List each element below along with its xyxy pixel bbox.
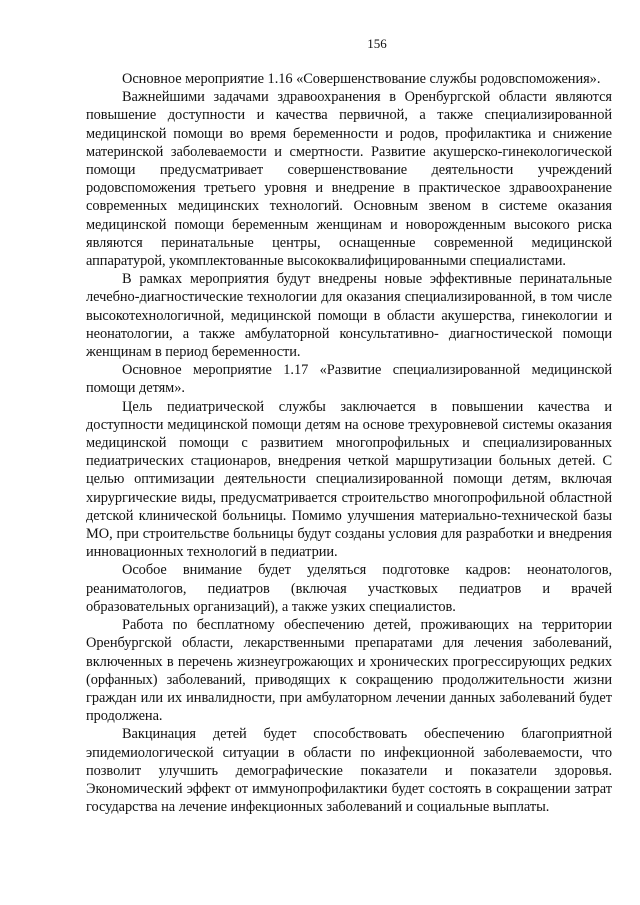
paragraph-perinatal-technologies: В рамках мероприятия будут внедрены новые эффективные перинатальные лечебно-диагностические технологии для оказания специализированной, в том числе высокотехнологичной, медицинской помощи в области акушерства, гинекологии и неонатологии, а также амбулаторной консультативно- диагностической помощи женщинам в период беременности. bbox=[86, 271, 612, 361]
paragraph-orphan-drugs-provision: Работа по бесплатному обеспечению детей, проживающих на территории Оренбургской области, лекарственными препаратами для лечения заболеваний, включенных в перечень жизнеугрожающих и хронических прогрессирующих редких (орфанных) заболеваний, приводящих к сокращению продолжительности жизни граждан или их инвалидности, при амбулаторном лечении данных заболеваний будет продолжена. bbox=[86, 617, 612, 725]
paragraph-staff-training: Особое внимание будет уделяться подготовке кадров: неонатологов, реаниматологов, педиатров (включая участковых педиатров и врачей образовательных организаций), а также узких специалистов. bbox=[86, 562, 612, 615]
paragraph-healthcare-objectives: Важнейшими задачами здравоохранения в Оренбургской области являются повышение доступности и качества первичной, а также специализированной медицинской помощи во время беременности и родов, профилактика и снижение материнской заболеваемости и смертности. Развитие акушерско-гинекологической помощи предусматривает совершенствование деятельности учреждений родовспоможения третьего уровня и внедрение в практическое здравоохранение современных медицинских технологий. Основным звеном в системе оказания медицинской помощи беременным женщинам и новорожденным высокого риска являются перинатальные центры, оснащенные современной медицинской аппаратурой, укомплектованные высококвалифицированными специалистами. bbox=[86, 89, 612, 270]
page-number: 156 bbox=[367, 36, 387, 51]
paragraph-pediatric-service-goal: Цель педиатрической службы заключается в повышении качества и доступности медицинской помощи детям на основе трехуровневой системы оказания медицинской помощи с развитием многопрофильных и специализированных педиатрических стационаров, внедрения четкой маршрутизации больных детей. С целью оптимизации деятельности специализированной помощи детям, включая хирургические виды, предусматривается строительство многопрофильной областной детской клинической больницы. Помимо улучшения материально-технической базы МО, при строительстве больницы будут созданы условия для разработки и внедрения инновационных технологий в педиатрии. bbox=[86, 398, 612, 561]
paragraph-measure-1-17-heading: Основное мероприятие 1.17 «Развитие специализированной медицинской помощи детям». bbox=[86, 362, 612, 397]
paragraph-measure-1-16-heading: Основное мероприятие 1.16 «Совершенствование службы родовспоможения». bbox=[122, 71, 601, 87]
paragraph-vaccination: Вакцинация детей будет способствовать обеспечению благоприятной эпидемиологической ситуации в области по инфекционной заболеваемости, что позволит улучшить демографические показатели и показатели здоровья. Экономический эффект от иммунопрофилактики будет состоять в сокращении затрат государства на лечение инфекционных заболеваний и социальные выплаты. bbox=[86, 726, 612, 816]
document-body bbox=[86, 70, 612, 816]
